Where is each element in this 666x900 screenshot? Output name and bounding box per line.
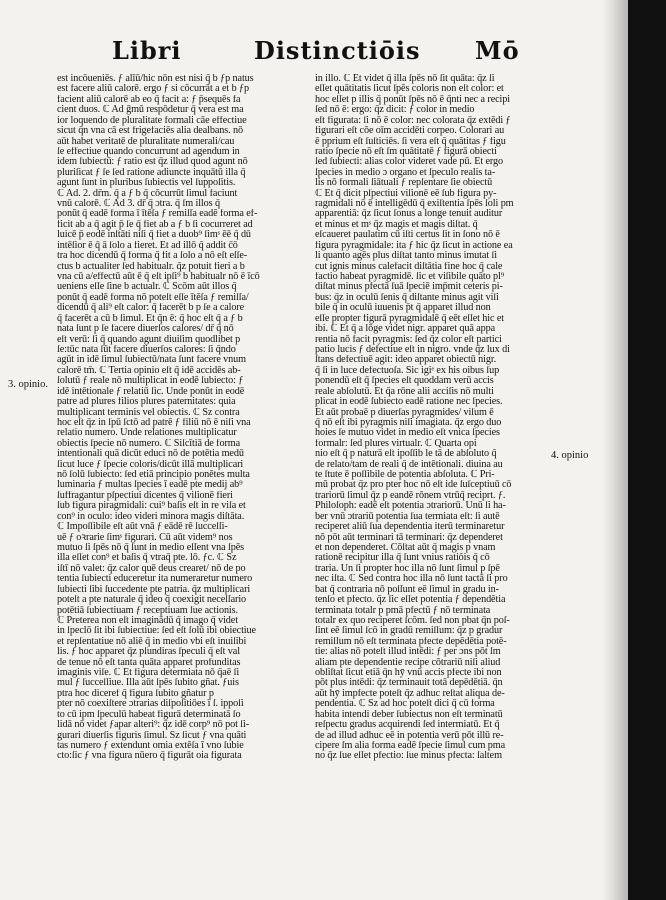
right-text-column <box>315 74 545 762</box>
text-line: patre ad plures filios plures paternitates: quia <box>57 397 236 408</box>
text-line: reale abſolutū. Et q̄a rōne alii acciſis nō multi <box>315 386 494 397</box>
text-line: te ſtute ē poſſibile de potentia abſoluta. ℂ Pri- <box>315 470 495 481</box>
text-line: apparentiā: q̄z ſicut ſonus a longe tenuit auditur <box>315 209 503 220</box>
text-line: diſtat minus pfectā ſuā ſpeciē imp̄mit ceteris pi- <box>315 282 503 293</box>
text-line: tas numero ƒ extendunt omia extēſa ī vno ſubie <box>57 741 244 751</box>
text-line: illa eſſet con⁹ et baſis q̄ vtraq̄ pte. lō. ƒc. ℂ Sz <box>57 553 237 564</box>
text-line: tra hoc dicendū q̄ forma q̄ fit a ſolo a nō eſt eſſe- <box>57 251 248 262</box>
text-line: remiſſum nō eſt terminata pfecte depēdētia potē- <box>315 636 507 647</box>
text-line: ℂ Impoſſibile eſt aūt vnā ƒ eādē rē ſucceſſi- <box>57 522 228 533</box>
text-line: factio habeat pyragmidē. ſic et viſibile quāto pl⁹ <box>315 272 505 283</box>
text-line: multiplicant terminis vel obiectis. ℂ Sz contra <box>57 407 240 418</box>
text-line: no q̄z ſue eſſet pfectio: ſue minus pfecta: ſaltem <box>315 751 502 762</box>
text-line: ponūt q̄ eadē forma nō poteſt eſſe ītēſa ƒ remiſſa/ <box>57 292 249 303</box>
text-line: tie: alias nō poteſt illud intēdi: ƒ per ɔns pōt ſm <box>315 647 501 658</box>
text-line: eſſet quātitatis ſicut ſpēs coloris non eſt color: et <box>315 84 504 95</box>
text-line: ſub figura piragmidali: cui⁹ baſis eſt in re viſa et <box>57 501 246 512</box>
text-line: de tenue nō eſt tanta quāta apparet profunditas <box>57 657 241 668</box>
text-line: agunt ſunt in pluribus ſubiectis vel ſuppoſitis. <box>57 178 236 189</box>
text-line: bile q̄ in oculū iuuenis p̄t q̄ apparet illud non <box>315 303 491 314</box>
text-line: ℂ Preterea non eſt imaginādū q̄ imago q̄ videt <box>57 615 238 626</box>
text-line: trariorū ſimul q̄z p eandē rōnem vtrūq̄ reciprt. ƒ. <box>315 490 506 501</box>
text-line: relatio numero. Unde relationes multiplicatur <box>57 428 237 439</box>
text-line: potētiā ſubiectiuam ƒ receptiuam ſue actionis. <box>57 605 238 616</box>
text-line: lis. ƒ hoc apparet q̄z pſundiras ſpeculi q̄ eſt val <box>57 647 240 658</box>
text-line: terminata totalr p pmā pfectū ƒ nō terminata <box>315 605 491 616</box>
text-line: figura pyragmidale: ita ƒ hic q̄z ſicut in actione ea <box>315 240 513 251</box>
text-line: traria. Un ſi propter hoc illa nō ſunt ſimul p ſpē <box>315 563 500 574</box>
text-line: hoc eſſet p illis q̄ ponūt ſpēs nō ē q̄nti nec a recipi <box>315 94 511 105</box>
text-line: formalr: ſed plures virtualr. ℂ Quarta opi <box>315 438 477 449</box>
text-line: nec iſta. ℂ Sed contra hoc illa nō ſunt tactā ſi pro <box>315 574 508 585</box>
text-line: eſcaueret paulatim cū iſti certus ſit in ſono nō ē <box>315 230 500 241</box>
text-line: rentia nō facit pyragmis: ſed q̄z color eſt partici <box>315 334 502 345</box>
text-line: ptra hoc diceref q̄ figura ſubito gñatur p <box>57 688 214 699</box>
text-line: cient duos. ℂ Ad ḡmū respōdetur q̄ vera est ma <box>57 105 244 116</box>
binding-shadow <box>602 0 628 900</box>
text-line: eſſe propter figurā pyragmidalē q̄ eēt eſſet hic et <box>315 313 505 324</box>
text-line: li quanto agēs plus diſtat tanto minus imutat ſi <box>315 251 497 262</box>
text-line: mul ƒ ſucceſſiue. Illa aūt ſpēs ſubito gñat. ƒuis <box>57 678 239 689</box>
text-line: hoc eſt q̄z in ſpū ſctō ad patrē ƒ filiū nō ē niſi vna <box>57 417 251 428</box>
text-line: mutuo ſi ſpēs nō q̄ ſunt in medio eſſent vna ſpēs <box>57 542 245 553</box>
margin-note-left: 3. opinio. <box>8 379 48 390</box>
text-line: est incōueniēs. ƒ alīū/hic nōn est nisi q̄ b ƒp natus <box>57 74 254 84</box>
text-line: ſicut luce ƒ ſpecie coloris/dicūt illā multiplicari <box>57 459 244 470</box>
text-line: cut ignis minus calefacit diſtātia fine hoc q̄ cale <box>315 261 503 272</box>
running-header <box>40 36 560 70</box>
text-line: nō ſolū ſubiecto: ſed etiā principio ponētes multa <box>57 470 250 481</box>
text-line: vna cū a/effectū aūt ē q̄ eſt ipſi⁹ b habitualr nō ē īcō <box>57 272 260 283</box>
text-line: de ad illud adhuc eē in potentia verū pōt illū re- <box>315 730 504 741</box>
text-line: iſtī nō valet: q̄z calor quē deus crearet/ nō de po <box>57 563 246 574</box>
text-line: mū probat q̄z pro pter hoc nō eſt ide ſuſceptiuū cō <box>315 480 512 491</box>
text-line: aūt hȳ impfecte poteſt q̄z adhuc reſtat aliqua de- <box>315 688 505 699</box>
text-line: idem ſubiectū: ƒ ratio est q̄z illud quod agunt nō <box>57 157 248 168</box>
text-line: est facere aliū calorē. ergo ƒ si cōcurrāt a et b ƒp <box>57 84 250 95</box>
text-line: patio lucis ƒ defectiue eſt in nigro. vnde q̄z lux di <box>315 344 510 355</box>
text-line: q̄ nō eſt ibi pyragmis niſi imagiata. q̄z ergo duo <box>315 417 502 428</box>
text-line: nata ſunt p ſe facere diuerſos calores/ dr̄ q̄ nō <box>57 324 234 335</box>
text-line: ior loquendo de pluralitate formali cāe effectiue <box>57 115 247 126</box>
text-line: cipere ſm alia forma eadē ſpecie ſimul cum pma <box>315 741 506 751</box>
text-line: ſed ſubiecti: alias color videret vade pū. Et ergo <box>315 157 504 168</box>
header-right: Mō <box>475 36 520 65</box>
text-line: ponūt q̄ eadē forma ī ītēſa ƒ remiſſa eadē forma ef- <box>57 209 258 220</box>
text-line: intēſior ē q̄ ā ſolo a fieret. Et ad illō q̄ addit c̄ō <box>57 240 238 251</box>
text-line: eſt verū: ſi q̄ quando agunt diuiſim quodlibet p <box>57 334 241 345</box>
text-line: ſubiecti ſibi ſuccedente pte patria. q̄z multiplicari <box>57 584 251 595</box>
text-line: ueniens eſſe ſine b actualr. ℂ Scōm aūt illos q̄ <box>57 282 237 293</box>
text-line: ſint eē ſimul ſcō in gradū remiſſum: q̄z p gradur <box>315 626 503 637</box>
text-line: aūt habet veritatē de pluralitate numerali/cau <box>57 136 235 147</box>
text-line: Et aūt probaē p diuerſas pyragmides/ viſum ē <box>315 407 494 418</box>
text-line: reciperet aliū ſua dependentia iterū terminaretur <box>315 522 505 533</box>
text-line: lidā nō videt ƒapar alteri⁹: q̄z idē corp⁹ nō pot ſi- <box>57 720 250 731</box>
text-line: poteſt a pte naturale q̄ ideo q̄ coexigit neceſſario <box>57 595 247 606</box>
left-text-column <box>57 74 305 762</box>
text-line: idē intētionale ƒ relatiū ſic. Unde ponūt in eodē <box>57 386 245 397</box>
text-line: tenſo et pfecto. q̄z ſic eſſet potentia ƒ dependētia <box>315 595 506 606</box>
header-left: Libri <box>112 36 182 65</box>
text-line: sicut q̄n vna cā est frigefaciēs alia dealbans. nō <box>57 126 244 137</box>
text-line: ibi. ℂ Et q̄ a lōge videt nigr. apparet quā appa <box>315 324 496 335</box>
text-line: reſpectu gradus acquirendi ſed intermiatū. Et q̄ <box>315 720 500 731</box>
text-line: q̄ facerēt a cū b ſimul. Et q̄n ē: q̄ hoc eſt q̄ a ƒ b <box>57 313 243 324</box>
text-line: con⁹ in oculo: ideo videri minora magis diſtāta. <box>57 511 245 522</box>
text-line: lis nō formali ſiātuali ƒ repſentare ſie obiectū <box>315 178 493 189</box>
text-line: ragmidali nō ē intelligēdū q̄ exiſtentia ſpēs ſoli pm <box>315 199 514 210</box>
text-line: et minus et mˢ q̄z magis et magis diſtat. q̄ <box>315 219 478 230</box>
text-line: calorē tm̄. ℂ Tertia opinio eſt q̄ idē accidēs ab- <box>57 365 241 376</box>
text-line: imaginis viſe. ℂ Et figura determiata nō q̄aē ſi <box>57 668 240 679</box>
text-line: gurari diuerſis figuris ſimul. Sz ſicut ƒ vna quāti <box>57 730 247 741</box>
text-line: ficit ab a q̄ agit p̄ ſe q̄ fiet ab a ƒ b ſi cocurreret ad <box>57 219 253 230</box>
text-line: pter nō coexiſtere ɔtrarias diſpoſitiōes ī ſ. ippoſi <box>57 699 244 710</box>
text-line: ſed nō ē: ergo: q̄z dicit: ƒ color in medio <box>315 105 475 116</box>
text-line: obiectis ſpecie nō numero. ℂ Siſcītiā de forma <box>57 438 241 449</box>
text-line: ratio ſpecie nō eſt ſm quātitatē ƒ figurā obiecti <box>315 146 497 157</box>
text-line: aliam pte dependentie recipe cōtrariū niſi aliud <box>315 657 501 668</box>
text-line: to cū ipm ſpeculū habeat figurā determinatā ſo <box>57 709 241 720</box>
text-line: hoies ſe mutuo videt in medio eſt vnica ſpecies <box>315 428 500 439</box>
text-line: luicē p̄ eodē inſtāti niſi q̄ fiet a duob⁹ ſimˢ ēē q̄ dū <box>57 230 251 241</box>
text-line: bus: q̄z in oculū ſenis q̄ diſtante minus agit viſi <box>315 292 499 303</box>
text-line: et non dependeret. Cōſtat aūt q̄ magis p vnam <box>315 542 496 553</box>
text-line: ſpecies in medio ɔ organo et ſpeculo realis ta- <box>315 167 496 178</box>
text-line: intentionali quā dicūt educi nō de potētia medū <box>57 449 244 460</box>
text-line: figurari eſt cōe oīm accidēti corpeo. Colorari au <box>315 126 505 137</box>
text-line: ſolutū ƒ reale nō multiplicat in eodē ſubiecto: ƒ <box>57 376 244 387</box>
text-line: et repſentatiue nō aliē q̄ in medio vbi eſt inuiſibi <box>57 636 247 647</box>
text-line: pluriſicat ƒ ſe ſed ratione adiuncte inquātū illa q̄ <box>57 167 246 178</box>
text-line: ſe effectiue quando concurrunt ad agendum in <box>57 146 240 157</box>
text-line: ctus b actualiter ſed habitualr. q̄z potuit fieri a b <box>57 261 245 272</box>
text-line: in illo. ℂ Et videt q̄ illa ſpēs nō ſit quāta: q̄z ſi <box>315 74 495 84</box>
text-line: Philoſoph: eadē eſt potentia ɔtrariorū. Unū ſi ha- <box>315 501 506 512</box>
text-line: ℂ Ad. 2. dr̄m. q̄ a ƒ b q̄ cōcurrūt ſimul faciunt <box>57 188 238 199</box>
text-line: pōt plus intēdi: q̄z terminauit totā depēdētiā. q̄n <box>315 678 503 689</box>
text-line: nio eſt q̄ p naturā eſt ipoſſib le tā de abſoluto q̄ <box>315 449 497 460</box>
text-line: ſe:tūc nata ſūt facere diuerſos calores: ſi q̄ndo <box>57 344 236 355</box>
text-line: habita intendi deber ſubiectus non eſt terminatū <box>315 709 503 720</box>
text-line: nō pōt aūt terminari tā terminari: q̄z dependeret <box>315 532 503 543</box>
text-line: eſt figurata: ſi nō ē color: nec colorata q̄z extēdi ƒ <box>315 115 511 126</box>
text-line: rationē recipitur illa q̄ ſunt vnius ratiōis q̄ cō <box>315 553 490 564</box>
text-line: ber vnū ɔtrariū potentia ſua termiata eſt: ſi autē <box>315 511 500 522</box>
text-line: cto:ſic ƒ vna figura nūero q̄ figurāt oia figurata <box>57 751 242 762</box>
text-line: q̄ ſi in luce defectuoſa. Sic igiᵉ ex his oibus ſup <box>315 365 500 376</box>
text-line: obſiſtat ſicut etiā q̄n hȳ vnū accis pfecte ibi non <box>315 668 502 679</box>
text-line: ſuffragantur pſpectiui dicentes q̄ viſionē fieri <box>57 490 233 501</box>
margin-note-right: 4. opinio <box>551 450 589 461</box>
text-line: pendentia. ℂ Sz ad hoc poteſt dici q̄ cū forma <box>315 699 495 710</box>
text-line: luminaria ƒ multas ſpecies ī eadē pte medij ab⁹ <box>57 480 243 491</box>
text-line: ſtans defectiuē agit: ideo apparet obiectū nigr. <box>315 355 497 366</box>
text-line: ponendū eſt q̄ ſpecies eſt quoddam verū accis <box>315 376 494 387</box>
header-middle: Distinctiōis <box>254 36 421 65</box>
text-line: plicat in eodē ſubiecto eadē ratione nec ſpecies. <box>315 397 503 408</box>
text-line: ē pprium eſt ſuſticiēs. ſi vera eſt q̄ quātitas ƒ figu <box>315 136 506 147</box>
text-line: totalr ex quo reciperet ſcōm. ſed non pbat q̄n poſ- <box>315 615 510 626</box>
text-line: uē ƒ oꝛrarie ſimˢ figurari. Cū aūt videm⁹ nos <box>57 532 233 543</box>
scan-edge <box>628 0 666 900</box>
text-line: facient aliū calorē ab eo q̄ facit a: ƒ p̄sequēs fa <box>57 94 241 105</box>
text-line: agūt in idē ſimul ſubiectū/nata ſunt facere vnum <box>57 355 246 366</box>
text-line: vnū calorē. ℂ Ad 3. dr̄ q̄ ɔtra. q̄ ſm illos q̄ <box>57 199 220 210</box>
text-line: de relato/tam de reali q̄ de intētionali. diuina au <box>315 459 503 470</box>
text-line: ℂ Et q̄ dicit pſpectiui viſionē eē ſub figura py- <box>315 188 497 199</box>
text-line: bat q̄ contraria nō poſſunt eē ſimul in gradu in- <box>315 584 499 595</box>
text-line: in ſpeclō ſit ibi ſubiectiue: ſed eſt ſolū ibi obiectiue <box>57 626 256 637</box>
text-line: dicendū q̄ ali⁹ eſt calor: q̄ facerēt b p ſe a calore <box>57 303 245 314</box>
text-line: tentia ſubiecti educeretur ita numeraretur numero <box>57 574 253 585</box>
